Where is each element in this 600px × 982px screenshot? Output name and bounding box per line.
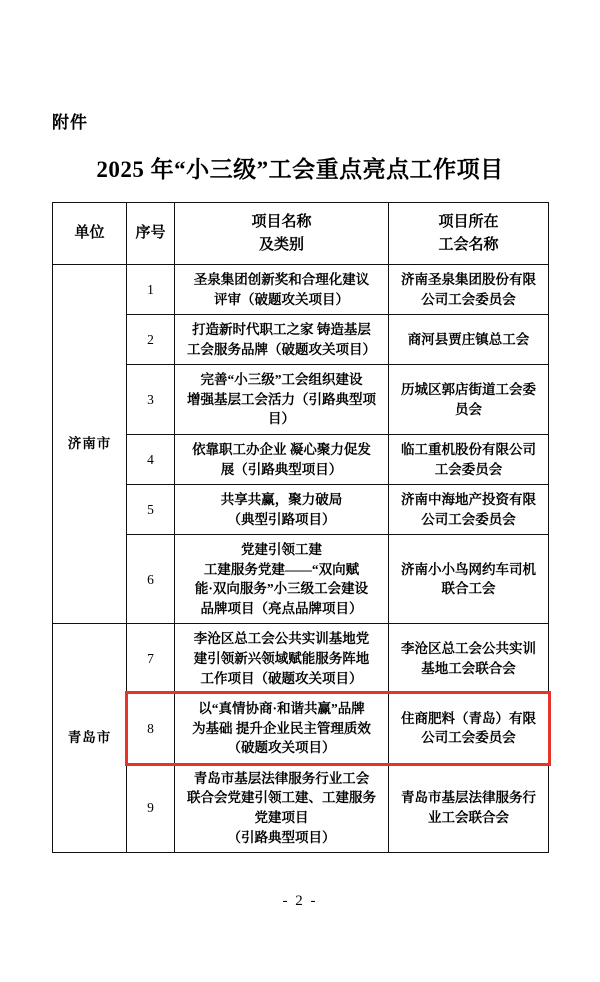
union-name-cell: [389, 624, 549, 694]
project-name-line: 品牌项目（亮点品牌项目）: [200, 600, 363, 616]
union-name-line: 济南圣泉集团股份有限: [401, 272, 536, 287]
row-number-cell: 5: [127, 485, 175, 535]
union-name-line: 青岛市基层法律服务行: [401, 790, 536, 806]
project-name-line: 工会服务品牌（破题攻关项目）: [187, 341, 376, 357]
union-name-line: 员会: [455, 401, 482, 417]
union-name-line: 历城区郭店街道工会委: [401, 382, 536, 398]
unit-cell: 济南市: [53, 265, 127, 624]
column-header-name-line1: 项目名称: [251, 214, 312, 230]
page-number: - 2 -: [282, 893, 318, 909]
project-name-line: 工建服务党建——“双向赋: [203, 561, 360, 577]
project-name-cell: [175, 624, 389, 694]
project-name-line: （破题攻关项目）: [227, 740, 336, 756]
table-row: [53, 315, 549, 365]
row-number-cell: 7: [127, 624, 175, 694]
table-header-row: [53, 203, 549, 265]
project-name-line: 评审（破题攻关项目）: [214, 291, 349, 307]
table-row: [53, 624, 549, 694]
row-number-cell: 1: [127, 265, 175, 315]
project-name-line: 青岛市基层法律服务行业工会: [193, 770, 370, 786]
union-name-cell: [389, 694, 549, 764]
project-name-cell: [175, 535, 389, 624]
table-row: [53, 485, 549, 535]
column-header-no: 序号: [127, 203, 175, 265]
union-name-line: 联合工会: [441, 581, 496, 597]
project-name-line: 依靠职工办企业 凝心聚力促发: [192, 441, 371, 457]
project-name-line: 能·双向服务”小三级工会建设: [194, 581, 369, 597]
unit-cell: 青岛市: [53, 624, 127, 853]
projects-table: [52, 202, 549, 853]
document-page: [0, 108, 600, 982]
union-name-line: 工会委员会: [434, 461, 503, 477]
union-name-line: 临工重机股份有限公司: [401, 441, 536, 457]
union-name-line: 业工会联合会: [428, 809, 509, 825]
row-number-cell: 3: [127, 365, 175, 435]
project-name-line: 共享共赢，聚力破局: [220, 492, 343, 508]
column-header-unit: 单位: [53, 203, 127, 265]
table-row: [53, 434, 549, 484]
column-header-union-line2: 工会名称: [438, 236, 499, 253]
union-name-line: 商河县贾庄镇总工会: [407, 331, 530, 347]
union-name-cell: [389, 315, 549, 365]
column-header-union: [389, 203, 549, 265]
project-name-line: 为基础 提升企业民主管理质效: [192, 720, 371, 736]
project-name-cell: [175, 365, 389, 435]
project-name-cell: [175, 265, 389, 315]
attachment-label: 附件: [52, 113, 88, 132]
project-name-cell: [175, 315, 389, 365]
union-name-line: 公司工会委员会: [421, 730, 516, 746]
table-row: [53, 763, 549, 852]
union-name-line: 公司工会委员会: [421, 511, 516, 527]
project-name-line: （典型引路项目）: [227, 511, 336, 527]
table-body: [53, 265, 549, 853]
union-name-line: 济南小小鸟网约车司机: [401, 561, 536, 577]
union-name-cell: [389, 365, 549, 435]
column-header-name: [175, 203, 389, 265]
union-name-cell: [389, 485, 549, 535]
project-name-cell: [175, 694, 389, 764]
project-name-line: 展（引路典型项目）: [220, 461, 343, 477]
project-name-line: 圣泉集团创新奖和合理化建议: [193, 272, 370, 287]
union-name-cell: [389, 763, 549, 852]
union-name-line: 公司工会委员会: [421, 291, 516, 307]
project-name-line: 党建引领工建: [241, 542, 322, 558]
union-name-line: 李沧区总工会公共实训: [401, 641, 536, 657]
table-row: [53, 694, 549, 764]
row-number-cell: 2: [127, 315, 175, 365]
table-row: [53, 535, 549, 624]
project-name-line: 目）: [268, 411, 295, 427]
project-name-line: 党建项目: [254, 809, 309, 825]
union-name-line: 济南中海地产投资有限: [401, 492, 536, 508]
project-name-line: 工作项目（破题攻关项目）: [200, 670, 363, 686]
project-name-line: 建引领新兴领域赋能服务阵地: [193, 651, 370, 666]
row-number-cell: 9: [127, 763, 175, 852]
project-name-line: 李沧区总工会公共实训基地党: [193, 631, 370, 647]
page-title: 2025 年“小三级”工会重点亮点工作项目: [96, 157, 504, 182]
table-row: [53, 365, 549, 435]
project-name-cell: [175, 434, 389, 484]
project-name-line: 增强基层工会活力（引路典型项: [187, 391, 376, 407]
project-name-line: （引路典型项目）: [227, 829, 336, 845]
table-header: [53, 203, 549, 265]
project-name-line: 联合会党建引领工建、工建服务: [187, 790, 376, 806]
row-number-cell: 6: [127, 535, 175, 624]
union-name-line: 住商肥料（青岛）有限: [401, 710, 536, 726]
union-name-cell: [389, 265, 549, 315]
project-name-line: 以“真情协商·和谐共赢”品牌: [198, 701, 365, 717]
union-name-line: 基地工会联合会: [421, 660, 516, 676]
row-number-cell: 4: [127, 434, 175, 484]
project-name-line: 打造新时代职工之家 铸造基层: [192, 322, 371, 338]
row-number-cell: 8: [127, 694, 175, 764]
column-header-union-line1: 项目所在: [438, 214, 499, 230]
project-name-cell: [175, 763, 389, 852]
column-header-name-line2: 及类别: [258, 236, 304, 253]
union-name-cell: [389, 434, 549, 484]
project-name-cell: [175, 485, 389, 535]
project-name-line: 完善“小三级”工会组织建设: [200, 372, 363, 388]
table-row: [53, 265, 549, 315]
union-name-cell: [389, 535, 549, 624]
